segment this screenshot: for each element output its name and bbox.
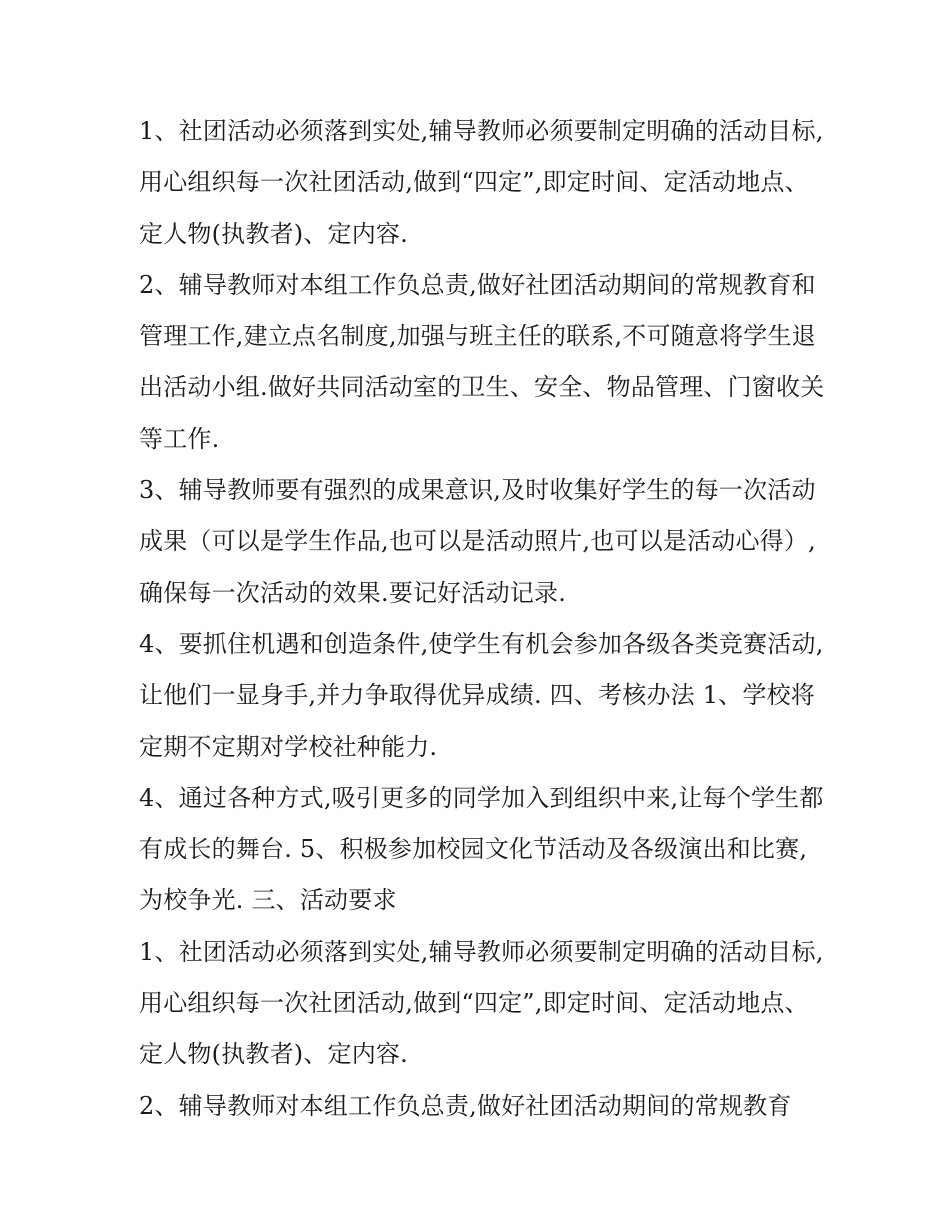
paragraph-6: 1、社团活动必须落到实处,辅导教师必须要制定明确的活动目标,用心组织每一次社团活动,做到“四定”,即定时间、定活动地点、定人物(执教者)、定内容. <box>139 937 824 1069</box>
paragraph-3: 3、辅导教师要有强烈的成果意识,及时收集好学生的每一次活动成果（可以是学生作品,也可以是活动照片,也可以是活动心得）,确保每一次活动的效果.要记好活动记录. <box>139 476 816 607</box>
paragraph-7: 2、辅导教师对本组工作负总责,做好社团活动期间的常规教育 <box>139 1091 792 1120</box>
paragraph-5: 4、通过各种方式,吸引更多的同学加入到组织中来,让每个学生都有成长的舞台. 5、积极参加校园文化节活动及各级演出和比赛,为校争光. 三、活动要求 <box>139 783 824 915</box>
paragraph-1: 1、社团活动必须落到实处,辅导教师必须要制定明确的活动目标,用心组织每一次社团活动,做到“四定”,即定时间、定活动地点、定人物(执教者)、定内容. <box>139 117 824 248</box>
document-body <box>139 106 829 1132</box>
paragraph-4: 4、要抓住机遇和创造条件,使学生有机会参加各级各类竞赛活动,让他们一显身手,并力争取得优异成绩. 四、考核办法 1、学校将定期不定期对学校社种能力. <box>139 629 824 761</box>
paragraph-2: 2、辅导教师对本组工作负总责,做好社团活动期间的常规教育和管理工作,建立点名制度,加强与班主任的联系,不可随意将学生退出活动小组.做好共同活动室的卫生、安全、物品管理、门窗收关等工作. <box>139 270 825 453</box>
